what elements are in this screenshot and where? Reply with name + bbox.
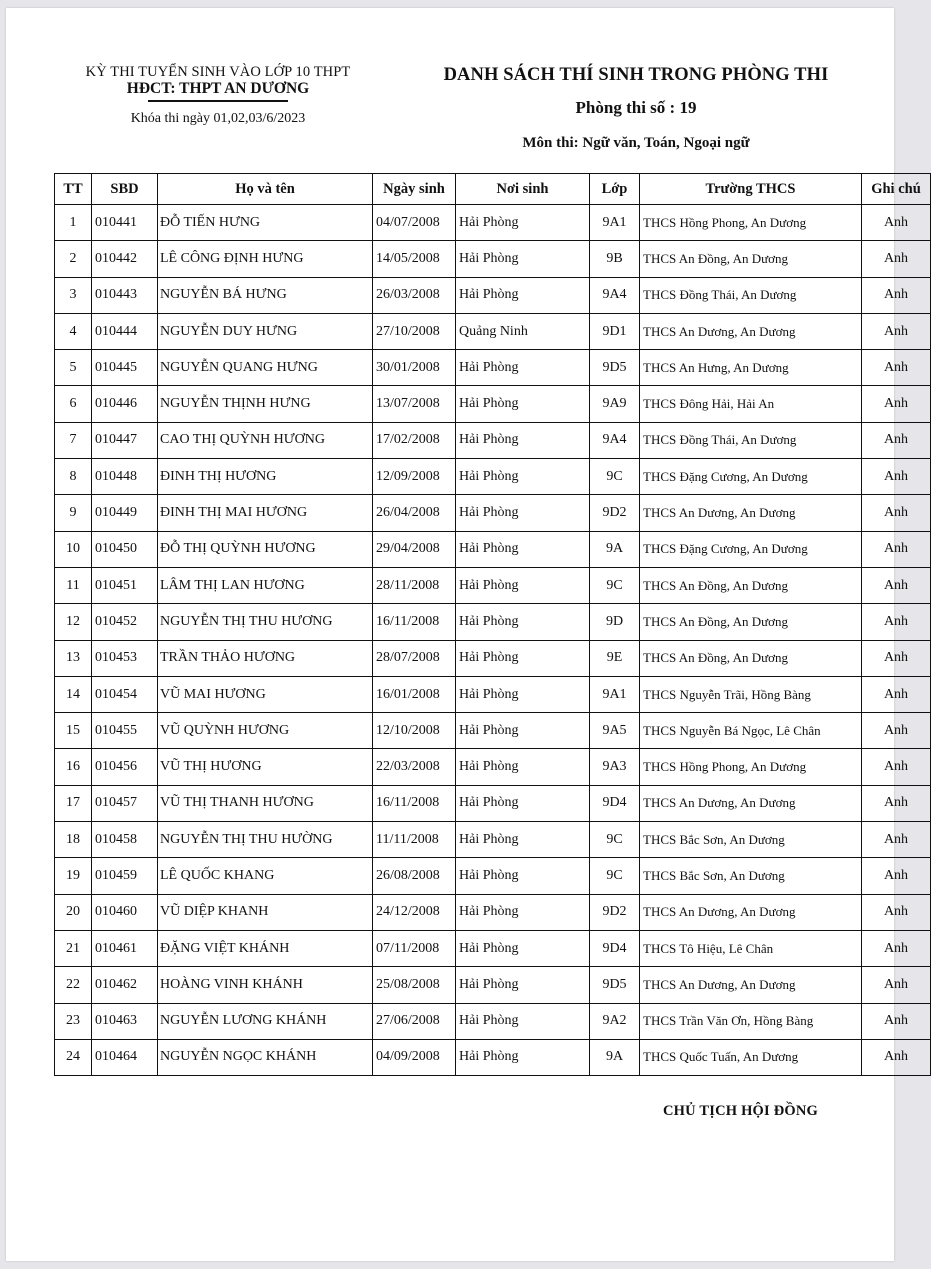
cell-tt: 12 — [55, 604, 92, 640]
cell-class: 9A2 — [590, 1003, 640, 1039]
cell-pob: Hải Phòng — [456, 713, 590, 749]
list-header — [406, 64, 866, 152]
cell-pob: Hải Phòng — [456, 749, 590, 785]
cell-name: NGUYỄN THỊ THU HƯỜNG — [158, 822, 373, 858]
cell-name: NGUYỄN BÁ HƯNG — [158, 277, 373, 313]
cell-dob: 16/01/2008 — [373, 676, 456, 712]
table-row — [55, 531, 931, 567]
table-row — [55, 749, 931, 785]
cell-note: Anh — [862, 749, 931, 785]
cell-class: 9E — [590, 640, 640, 676]
cell-pob: Hải Phòng — [456, 604, 590, 640]
table-row — [55, 858, 931, 894]
table-row — [55, 967, 931, 1003]
cell-tt: 2 — [55, 241, 92, 277]
cell-tt: 21 — [55, 930, 92, 966]
cell-sbd: 010458 — [92, 822, 158, 858]
cell-note: Anh — [862, 785, 931, 821]
cell-class: 9A3 — [590, 749, 640, 785]
cell-class: 9A5 — [590, 713, 640, 749]
cell-pob: Hải Phòng — [456, 785, 590, 821]
cell-class: 9D5 — [590, 350, 640, 386]
cell-tt: 6 — [55, 386, 92, 422]
cell-dob: 12/09/2008 — [373, 459, 456, 495]
col-header-class: Lớp — [590, 174, 640, 205]
cell-dob: 28/11/2008 — [373, 567, 456, 603]
cell-sbd: 010463 — [92, 1003, 158, 1039]
cell-school: THCS Bắc Sơn, An Dương — [640, 858, 862, 894]
cell-pob: Hải Phòng — [456, 1003, 590, 1039]
cell-school: THCS An Dương, An Dương — [640, 894, 862, 930]
cell-school: THCS An Đồng, An Dương — [640, 640, 862, 676]
cell-school: THCS An Đồng, An Dương — [640, 241, 862, 277]
cell-tt: 14 — [55, 676, 92, 712]
cell-pob: Hải Phòng — [456, 277, 590, 313]
signature-title: CHỦ TỊCH HỘI ĐỒNG — [663, 1103, 818, 1119]
cell-school: THCS An Dương, An Dương — [640, 967, 862, 1003]
cell-note: Anh — [862, 386, 931, 422]
table-row — [55, 822, 931, 858]
cell-note: Anh — [862, 930, 931, 966]
cell-note: Anh — [862, 676, 931, 712]
cell-note: Anh — [862, 713, 931, 749]
cell-name: VŨ THỊ THANH HƯƠNG — [158, 785, 373, 821]
cell-note: Anh — [862, 894, 931, 930]
cell-sbd: 010442 — [92, 241, 158, 277]
cell-class: 9A — [590, 1039, 640, 1075]
cell-school: THCS Nguyễn Bá Ngọc, Lê Chân — [640, 713, 862, 749]
cell-class: 9A1 — [590, 676, 640, 712]
cell-name: HOÀNG VINH KHÁNH — [158, 967, 373, 1003]
cell-class: 9C — [590, 459, 640, 495]
cell-class: 9D5 — [590, 967, 640, 1003]
cell-sbd: 010447 — [92, 422, 158, 458]
cell-school: THCS Hồng Phong, An Dương — [640, 205, 862, 241]
cell-sbd: 010450 — [92, 531, 158, 567]
table-row — [55, 676, 931, 712]
cell-dob: 26/04/2008 — [373, 495, 456, 531]
cell-sbd: 010464 — [92, 1039, 158, 1075]
cell-pob: Hải Phòng — [456, 495, 590, 531]
cell-class: 9B — [590, 241, 640, 277]
cell-sbd: 010445 — [92, 350, 158, 386]
table-row — [55, 313, 931, 349]
table-row — [55, 1039, 931, 1075]
cell-note: Anh — [862, 313, 931, 349]
cell-name: VŨ MAI HƯƠNG — [158, 676, 373, 712]
cell-class: 9D1 — [590, 313, 640, 349]
cell-school: THCS Bắc Sơn, An Dương — [640, 822, 862, 858]
cell-class: 9A — [590, 531, 640, 567]
cell-tt: 22 — [55, 967, 92, 1003]
table-row — [55, 604, 931, 640]
candidate-table — [54, 173, 931, 1076]
cell-name: VŨ DIỆP KHANH — [158, 894, 373, 930]
cell-dob: 24/12/2008 — [373, 894, 456, 930]
cell-class: 9D2 — [590, 894, 640, 930]
cell-name: ĐỖ THỊ QUỲNH HƯƠNG — [158, 531, 373, 567]
cell-note: Anh — [862, 277, 931, 313]
table-row — [55, 459, 931, 495]
cell-tt: 7 — [55, 422, 92, 458]
cell-school: THCS An Đồng, An Dương — [640, 604, 862, 640]
cell-class: 9D — [590, 604, 640, 640]
table-row — [55, 1003, 931, 1039]
cell-note: Anh — [862, 858, 931, 894]
cell-note: Anh — [862, 422, 931, 458]
cell-name: LÊ CÔNG ĐỊNH HƯNG — [158, 241, 373, 277]
table-body — [55, 205, 931, 1076]
cell-tt: 24 — [55, 1039, 92, 1075]
table-row — [55, 894, 931, 930]
cell-dob: 26/08/2008 — [373, 858, 456, 894]
cell-name: ĐINH THỊ HƯƠNG — [158, 459, 373, 495]
council-underline — [148, 100, 288, 102]
cell-name: LÂM THỊ LAN HƯƠNG — [158, 567, 373, 603]
cell-class: 9A1 — [590, 205, 640, 241]
table-row — [55, 567, 931, 603]
cell-dob: 12/10/2008 — [373, 713, 456, 749]
cell-pob: Hải Phòng — [456, 531, 590, 567]
table-row — [55, 713, 931, 749]
cell-school: THCS Đồng Thái, An Dương — [640, 422, 862, 458]
table-row — [55, 277, 931, 313]
cell-school: THCS Tô Hiệu, Lê Chân — [640, 930, 862, 966]
cell-sbd: 010462 — [92, 967, 158, 1003]
cell-pob: Hải Phòng — [456, 640, 590, 676]
table-header-row — [55, 174, 931, 205]
cell-note: Anh — [862, 1003, 931, 1039]
document-page — [6, 8, 921, 1261]
cell-pob: Hải Phòng — [456, 858, 590, 894]
cell-name: TRẦN THẢO HƯƠNG — [158, 640, 373, 676]
cell-sbd: 010444 — [92, 313, 158, 349]
cell-pob: Hải Phòng — [456, 567, 590, 603]
cell-tt: 8 — [55, 459, 92, 495]
cell-dob: 27/10/2008 — [373, 313, 456, 349]
cell-sbd: 010456 — [92, 749, 158, 785]
cell-school: THCS Nguyễn Trãi, Hồng Bàng — [640, 676, 862, 712]
cell-sbd: 010459 — [92, 858, 158, 894]
cell-sbd: 010446 — [92, 386, 158, 422]
table-row — [55, 930, 931, 966]
cell-pob: Hải Phòng — [456, 967, 590, 1003]
cell-dob: 25/08/2008 — [373, 967, 456, 1003]
cell-dob: 16/11/2008 — [373, 785, 456, 821]
cell-school: THCS Đồng Thái, An Dương — [640, 277, 862, 313]
cell-school: THCS Đặng Cương, An Dương — [640, 531, 862, 567]
cell-note: Anh — [862, 604, 931, 640]
cell-dob: 28/07/2008 — [373, 640, 456, 676]
table-row — [55, 241, 931, 277]
cell-class: 9D4 — [590, 930, 640, 966]
cell-pob: Hải Phòng — [456, 205, 590, 241]
cell-class: 9A4 — [590, 277, 640, 313]
cell-tt: 15 — [55, 713, 92, 749]
cell-pob: Hải Phòng — [456, 422, 590, 458]
cell-school: THCS Đặng Cương, An Dương — [640, 459, 862, 495]
cell-tt: 18 — [55, 822, 92, 858]
cell-name: VŨ THỊ HƯƠNG — [158, 749, 373, 785]
cell-dob: 07/11/2008 — [373, 930, 456, 966]
col-header-pob: Nơi sinh — [456, 174, 590, 205]
cell-name: NGUYỄN THỊNH HƯNG — [158, 386, 373, 422]
cell-school: THCS An Dương, An Dương — [640, 313, 862, 349]
col-header-name: Họ và tên — [158, 174, 373, 205]
cell-dob: 11/11/2008 — [373, 822, 456, 858]
room-number: Phòng thi số : 19 — [575, 98, 697, 117]
cell-pob: Hải Phòng — [456, 676, 590, 712]
cell-pob: Hải Phòng — [456, 350, 590, 386]
col-header-dob: Ngày sinh — [373, 174, 456, 205]
cell-pob: Hải Phòng — [456, 822, 590, 858]
cell-school: THCS Hồng Phong, An Dương — [640, 749, 862, 785]
cell-name: ĐINH THỊ MAI HƯƠNG — [158, 495, 373, 531]
cell-class: 9C — [590, 858, 640, 894]
table-row — [55, 386, 931, 422]
cell-school: THCS An Hưng, An Dương — [640, 350, 862, 386]
cell-note: Anh — [862, 459, 931, 495]
cell-tt: 17 — [55, 785, 92, 821]
cell-name: VŨ QUỲNH HƯƠNG — [158, 713, 373, 749]
cell-dob: 13/07/2008 — [373, 386, 456, 422]
cell-sbd: 010451 — [92, 567, 158, 603]
cell-school: THCS An Dương, An Dương — [640, 495, 862, 531]
table-row — [55, 422, 931, 458]
table-row — [55, 785, 931, 821]
cell-tt: 9 — [55, 495, 92, 531]
cell-dob: 14/05/2008 — [373, 241, 456, 277]
cell-note: Anh — [862, 531, 931, 567]
cell-name: NGUYỄN QUANG HƯNG — [158, 350, 373, 386]
cell-tt: 20 — [55, 894, 92, 930]
table-row — [55, 205, 931, 241]
page-title: DANH SÁCH THÍ SINH TRONG PHÒNG THI — [443, 65, 829, 85]
cell-note: Anh — [862, 640, 931, 676]
cell-dob: 04/09/2008 — [373, 1039, 456, 1075]
cell-name: ĐẶNG VIỆT KHÁNH — [158, 930, 373, 966]
cell-tt: 3 — [55, 277, 92, 313]
cell-school: THCS Đông Hải, Hải An — [640, 386, 862, 422]
cell-name: NGUYỄN THỊ THU HƯƠNG — [158, 604, 373, 640]
cell-sbd: 010454 — [92, 676, 158, 712]
cell-name: NGUYỄN LƯƠNG KHÁNH — [158, 1003, 373, 1039]
exam-subjects: Môn thi: Ngữ văn, Toán, Ngoại ngữ — [522, 135, 750, 151]
cell-class: 9C — [590, 822, 640, 858]
cell-tt: 19 — [55, 858, 92, 894]
cell-note: Anh — [862, 822, 931, 858]
cell-dob: 27/06/2008 — [373, 1003, 456, 1039]
cell-pob: Hải Phòng — [456, 894, 590, 930]
cell-pob: Hải Phòng — [456, 1039, 590, 1075]
cell-class: 9A9 — [590, 386, 640, 422]
cell-class: 9D4 — [590, 785, 640, 821]
cell-sbd: 010449 — [92, 495, 158, 531]
cell-class: 9C — [590, 567, 640, 603]
cell-pob: Hải Phòng — [456, 459, 590, 495]
cell-dob: 16/11/2008 — [373, 604, 456, 640]
cell-tt: 10 — [55, 531, 92, 567]
cell-dob: 04/07/2008 — [373, 205, 456, 241]
cell-tt: 16 — [55, 749, 92, 785]
table-row — [55, 350, 931, 386]
council-header — [68, 64, 368, 127]
cell-note: Anh — [862, 1039, 931, 1075]
cell-tt: 11 — [55, 567, 92, 603]
cell-sbd: 010457 — [92, 785, 158, 821]
cell-class: 9A4 — [590, 422, 640, 458]
cell-sbd: 010460 — [92, 894, 158, 930]
table-row — [55, 640, 931, 676]
cell-note: Anh — [862, 205, 931, 241]
cell-note: Anh — [862, 350, 931, 386]
cell-school: THCS Trần Văn Ơn, Hồng Bàng — [640, 1003, 862, 1039]
cell-note: Anh — [862, 495, 931, 531]
cell-dob: 17/02/2008 — [373, 422, 456, 458]
cell-dob: 22/03/2008 — [373, 749, 456, 785]
cell-note: Anh — [862, 241, 931, 277]
col-header-school: Trường THCS — [640, 174, 862, 205]
cell-name: ĐỖ TIẾN HƯNG — [158, 205, 373, 241]
cell-tt: 1 — [55, 205, 92, 241]
cell-tt: 13 — [55, 640, 92, 676]
cell-pob: Hải Phòng — [456, 241, 590, 277]
cell-name: NGUYỄN DUY HƯNG — [158, 313, 373, 349]
col-header-note: Ghi chú — [862, 174, 931, 205]
cell-name: NGUYỄN NGỌC KHÁNH — [158, 1039, 373, 1075]
cell-pob: Hải Phòng — [456, 930, 590, 966]
cell-sbd: 010452 — [92, 604, 158, 640]
cell-dob: 29/04/2008 — [373, 531, 456, 567]
cell-school: THCS Quốc Tuấn, An Dương — [640, 1039, 862, 1075]
cell-tt: 23 — [55, 1003, 92, 1039]
cell-sbd: 010441 — [92, 205, 158, 241]
cell-sbd: 010461 — [92, 930, 158, 966]
col-header-sbd: SBD — [92, 174, 158, 205]
cell-pob: Quảng Ninh — [456, 313, 590, 349]
cell-tt: 4 — [55, 313, 92, 349]
cell-name: CAO THỊ QUỲNH HƯƠNG — [158, 422, 373, 458]
exam-dates: Khóa thi ngày 01,02,03/6/2023 — [130, 110, 306, 126]
cell-note: Anh — [862, 967, 931, 1003]
exam-name: KỲ THI TUYỂN SINH VÀO LỚP 10 THPT — [85, 64, 351, 80]
cell-school: THCS An Dương, An Dương — [640, 785, 862, 821]
cell-note: Anh — [862, 567, 931, 603]
council-name: HĐCT: THPT AN DƯƠNG — [126, 80, 310, 97]
cell-tt: 5 — [55, 350, 92, 386]
cell-dob: 26/03/2008 — [373, 277, 456, 313]
cell-pob: Hải Phòng — [456, 386, 590, 422]
table-row — [55, 495, 931, 531]
cell-name: LÊ QUỐC KHANG — [158, 858, 373, 894]
cell-sbd: 010448 — [92, 459, 158, 495]
cell-class: 9D2 — [590, 495, 640, 531]
col-header-tt: TT — [55, 174, 92, 205]
cell-sbd: 010443 — [92, 277, 158, 313]
cell-school: THCS An Đồng, An Dương — [640, 567, 862, 603]
cell-sbd: 010455 — [92, 713, 158, 749]
cell-sbd: 010453 — [92, 640, 158, 676]
cell-dob: 30/01/2008 — [373, 350, 456, 386]
